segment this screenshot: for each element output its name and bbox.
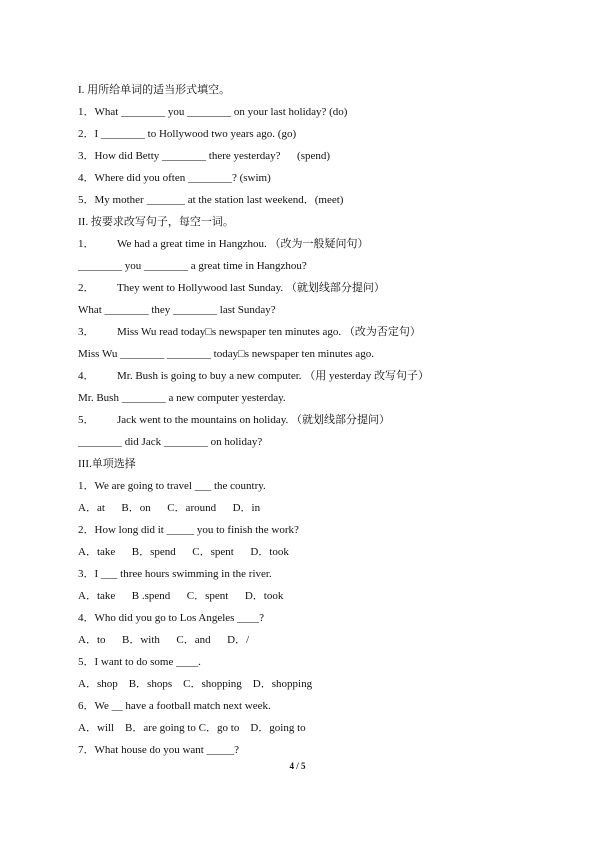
item-text: We had a great time in Hangzhou. （改为一般疑问句） — [117, 238, 369, 250]
item-text: I ________ to Hollywood two years ago. (go) — [94, 128, 297, 140]
item-text: We __ have a football match next week. — [94, 700, 271, 712]
item-number: 5． — [78, 194, 95, 206]
section3-question-4 — [78, 607, 518, 629]
item-text: What ________ you ________ on your last holiday? (do) — [94, 106, 348, 118]
section2-item-5 — [78, 409, 518, 431]
section2-item-3 — [78, 321, 518, 343]
section3-question-6 — [78, 695, 518, 717]
section3-question-1 — [78, 475, 518, 497]
item-number: 2． — [78, 128, 95, 140]
section3-question-5 — [78, 651, 518, 673]
section2-answer-4: Mr. Bush ________ a new computer yesterday. — [78, 392, 286, 404]
item-text: My mother _______ at the station last weekend．(meet) — [94, 194, 344, 206]
item-number: 3． — [78, 568, 95, 580]
section2-item-1 — [78, 233, 518, 255]
item-number: 2． — [78, 282, 95, 294]
item-text: I ___ three hours swimming in the river. — [94, 568, 272, 580]
section2-item-4 — [78, 365, 518, 387]
item-text: How did Betty ________ there yesterday? (spend) — [94, 150, 331, 162]
item-number: 7． — [78, 744, 95, 756]
section1-item-3 — [78, 145, 518, 167]
item-text: We are going to travel ___ the country. — [94, 480, 266, 492]
item-number: 2． — [78, 524, 95, 536]
section3-options-6: A．will B．are going to C．go to D．going to — [78, 722, 306, 734]
section3-heading: III.单项选择 — [78, 458, 136, 470]
item-number: 4． — [78, 612, 95, 624]
section1-item-4 — [78, 167, 518, 189]
section1-item-1 — [78, 101, 518, 123]
section3-question-2 — [78, 519, 518, 541]
page-number: 4 / 5 — [289, 761, 306, 771]
item-number: 6． — [78, 700, 95, 712]
section3-options-2: A．take B．spend C．spent D．took — [78, 546, 289, 558]
item-number: 3． — [78, 150, 95, 162]
item-number: 5． — [78, 414, 95, 426]
item-number: 1． — [78, 238, 95, 250]
section2-answer-2: What ________ they ________ last Sunday? — [78, 304, 276, 316]
item-text: They went to Hollywood last Sunday. （就划线部分提问） — [117, 282, 385, 294]
section1-heading: I. 用所给单词的适当形式填空。 — [78, 84, 231, 96]
item-text: What house do you want _____? — [94, 744, 239, 756]
item-number: 5． — [78, 656, 95, 668]
section2-heading: II. 按要求改写句子，每空一词。 — [78, 216, 234, 228]
item-number: 3． — [78, 326, 95, 338]
item-text: Mr. Bush is going to buy a new computer. （用 yesterday 改写句子） — [117, 370, 429, 382]
section1-item-2 — [78, 123, 518, 145]
item-number: 1． — [78, 480, 95, 492]
section3-options-1: A．at B．on C．around D．in — [78, 502, 261, 514]
item-number: 4． — [78, 172, 95, 184]
section3-question-7 — [78, 739, 518, 761]
section1-item-5 — [78, 189, 518, 211]
section2-answer-1: ________ you ________ a great time in Hangzhou? — [78, 260, 307, 272]
item-text: Jack went to the mountains on holiday. （就划线部分提问） — [117, 414, 391, 426]
section3-options-3: A．take B .spend C．spent D．took — [78, 590, 284, 602]
section3-options-4: A．to B．with C．and D．/ — [78, 634, 250, 646]
page-content — [78, 79, 518, 761]
section3-question-3 — [78, 563, 518, 585]
item-text: I want to do some ____. — [94, 656, 201, 668]
item-number: 1． — [78, 106, 95, 118]
section2-item-2 — [78, 277, 518, 299]
item-number: 4． — [78, 370, 95, 382]
section3-options-5: A．shop B．shops C．shopping D．shopping — [78, 678, 313, 690]
item-text: Who did you go to Los Angeles ____? — [94, 612, 265, 624]
item-text: Miss Wu read today□s newspaper ten minutes ago. （改为否定句） — [117, 326, 421, 338]
item-text: How long did it _____ you to finish the work? — [94, 524, 299, 536]
section2-answer-3: Miss Wu ________ ________ today□s newspaper ten minutes ago. — [78, 348, 374, 360]
section2-answer-5: ________ did Jack ________ on holiday? — [78, 436, 263, 448]
item-text: Where did you often ________? (swim) — [94, 172, 271, 184]
